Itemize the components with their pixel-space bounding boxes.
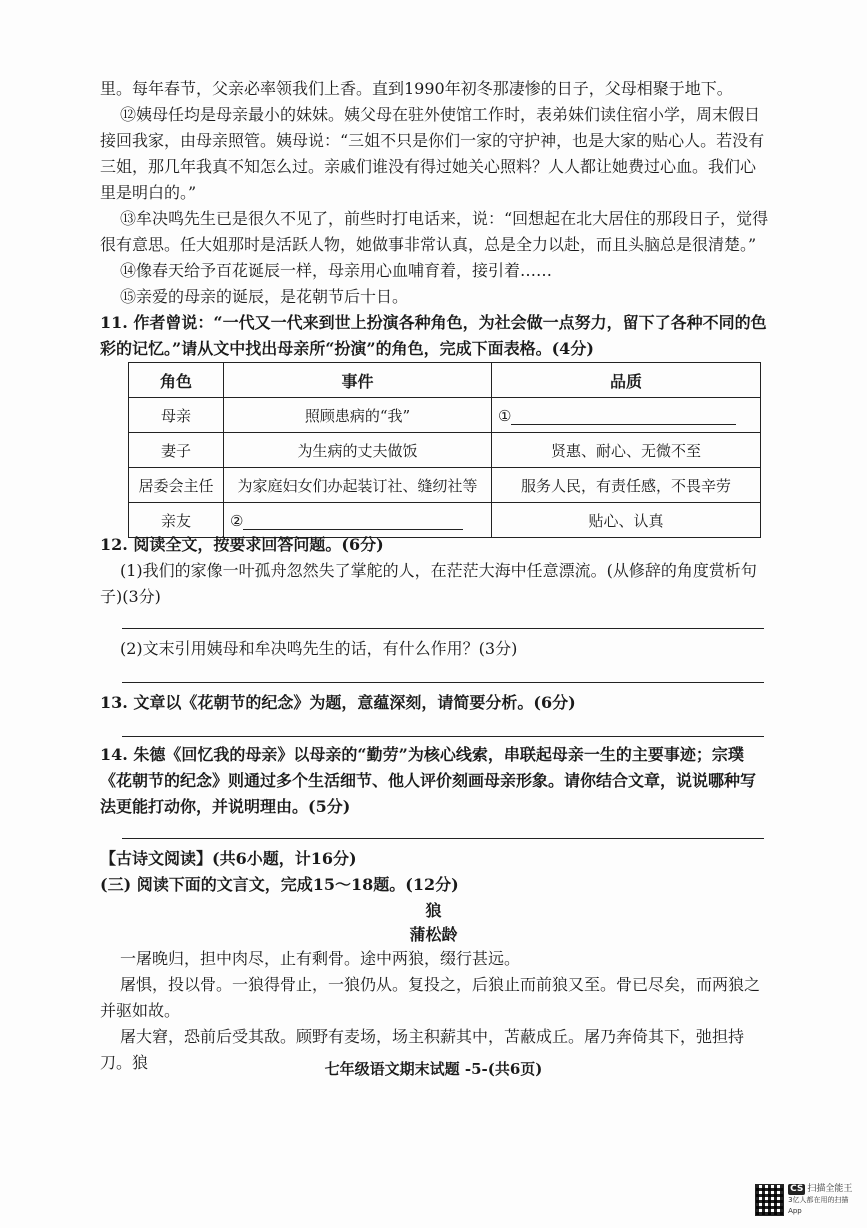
question-12: 12. 阅读全文，按要求回答问题。(6分)	[100, 535, 384, 554]
cell-event: 照顾患病的“我”	[224, 398, 492, 433]
paragraph-15: ⑮亲爱的母亲的诞辰，是花朝节后十日。	[120, 287, 409, 306]
answer-line[interactable]	[122, 838, 764, 839]
question-13: 13. 文章以《花朝节的纪念》为题，意蕴深刻，请简要分析。(6分)	[100, 693, 576, 712]
cell-role: 居委会主任	[129, 468, 224, 503]
header-role: 角色	[129, 363, 224, 398]
table-row	[129, 398, 761, 433]
watermark-text	[788, 1184, 855, 1217]
answer-table	[128, 362, 761, 538]
cell-quality-blank[interactable]	[492, 398, 761, 433]
paragraph-12: ⑫姨母任均是母亲最小的妹妹。姨父母在驻外使馆工作时，表弟妹们读住宿小学，周末假日接回我家，由母亲照管。姨母说：“三姐不只是你们一家的守护神，也是大家的贴心人。若没有三姐，那几年我真不知怎么过。亲戚们谁没有得过她关心照料？人人都让她费过心血。我们心里是明白的。”	[100, 105, 765, 202]
cell-event: 为家庭妇女们办起装订社、缝纫社等	[224, 468, 492, 503]
question-12-sub1: (1)我们的家像一叶孤舟忽然失了掌舵的人，在茫茫大海中任意漂流。(从修辞的角度赏析句子)(3分)	[100, 561, 757, 606]
cell-quality: 贴心、认真	[492, 503, 761, 538]
poem-author: 蒲松龄	[409, 925, 458, 944]
answer-blank-1[interactable]	[511, 406, 736, 425]
answer-line[interactable]	[122, 736, 764, 737]
section-heading: 【古诗文阅读】(共6小题，计16分)	[100, 849, 357, 868]
poem-title: 狼	[425, 901, 442, 920]
cell-role: 亲友	[129, 503, 224, 538]
paragraph-top: 里。每年春节，父亲必率领我们上香。直到1990年初冬那凄惨的日子，父母相聚于地下。	[100, 79, 733, 98]
answer-line[interactable]	[122, 682, 764, 683]
classical-paragraph-1: 一屠晚归，担中肉尽，止有剩骨。途中两狼，缀行甚远。	[120, 949, 521, 968]
question-14: 14. 朱德《回忆我的母亲》以母亲的“勤劳”为核心线索，串联起母亲一生的主要事迹；宗璞《花朝节的纪念》则通过多个生活细节、他人评价刻画母亲形象。请你结合文章，说说哪种写法更能打动你，并说明理由。(5分)	[100, 745, 757, 816]
qr-code-icon	[755, 1184, 784, 1216]
table-row	[129, 468, 761, 503]
section-subheading: (三) 阅读下面的文言文，完成15～18题。(12分)	[100, 875, 459, 894]
blank-marker-2: ②	[230, 511, 244, 530]
paragraph-13: ⑬牟决鸣先生已是很久不见了，前些时打电话来，说：“回想起在北大居住的那段日子，觉得很有意思。任大姐那时是活跃人物，她做事非常认真，总是全力以赴，而且头脑总是很清楚。”	[100, 209, 769, 254]
watermark-name: 扫描全能王	[807, 1183, 853, 1194]
paragraph-14: ⑭像春天给予百花诞辰一样，母亲用心血哺育着，接引着……	[120, 261, 553, 280]
table-header-row	[129, 363, 761, 398]
cell-quality: 贤惠、耐心、无微不至	[492, 433, 761, 468]
cell-role: 妻子	[129, 433, 224, 468]
blank-marker-1: ①	[498, 406, 512, 425]
classical-paragraph-2: 屠惧，投以骨。一狼得骨止，一狼仍从。复投之，后狼止而前狼又至。骨已尽矣，而两狼之并驱如故。	[100, 975, 761, 1020]
cell-role: 母亲	[129, 398, 224, 433]
header-event: 事件	[224, 363, 492, 398]
classical-paragraph-3: 屠大窘，恐前后受其敌。顾野有麦场，场主积薪其中，苫蔽成丘。屠乃奔倚其下，弛担持刀。狼	[100, 1027, 745, 1072]
question-12-sub2: (2)文末引用姨母和牟决鸣先生的话，有什么作用？(3分)	[120, 639, 518, 658]
question-11: 11. 作者曾说：“一代又一代来到世上扮演各种角色，为社会做一点努力，留下了各种不同的色彩的记忆。”请从文中找出母亲所“扮演”的角色，完成下面表格。(4分)	[100, 313, 767, 358]
page-footer: 七年级语文期末试题 -5-(共6页)	[324, 1060, 543, 1078]
cell-event: 为生病的丈夫做饭	[224, 433, 492, 468]
watermark-tagline: 3亿人都在用的扫描App	[788, 1195, 849, 1215]
table-row	[129, 433, 761, 468]
cs-logo-icon: CS	[790, 1183, 804, 1194]
header-quality: 品质	[492, 363, 761, 398]
scanner-watermark	[755, 1180, 855, 1220]
answer-blank-2[interactable]	[243, 511, 463, 530]
answer-line[interactable]	[122, 628, 764, 629]
cell-quality: 服务人民，有责任感，不畏辛劳	[492, 468, 761, 503]
